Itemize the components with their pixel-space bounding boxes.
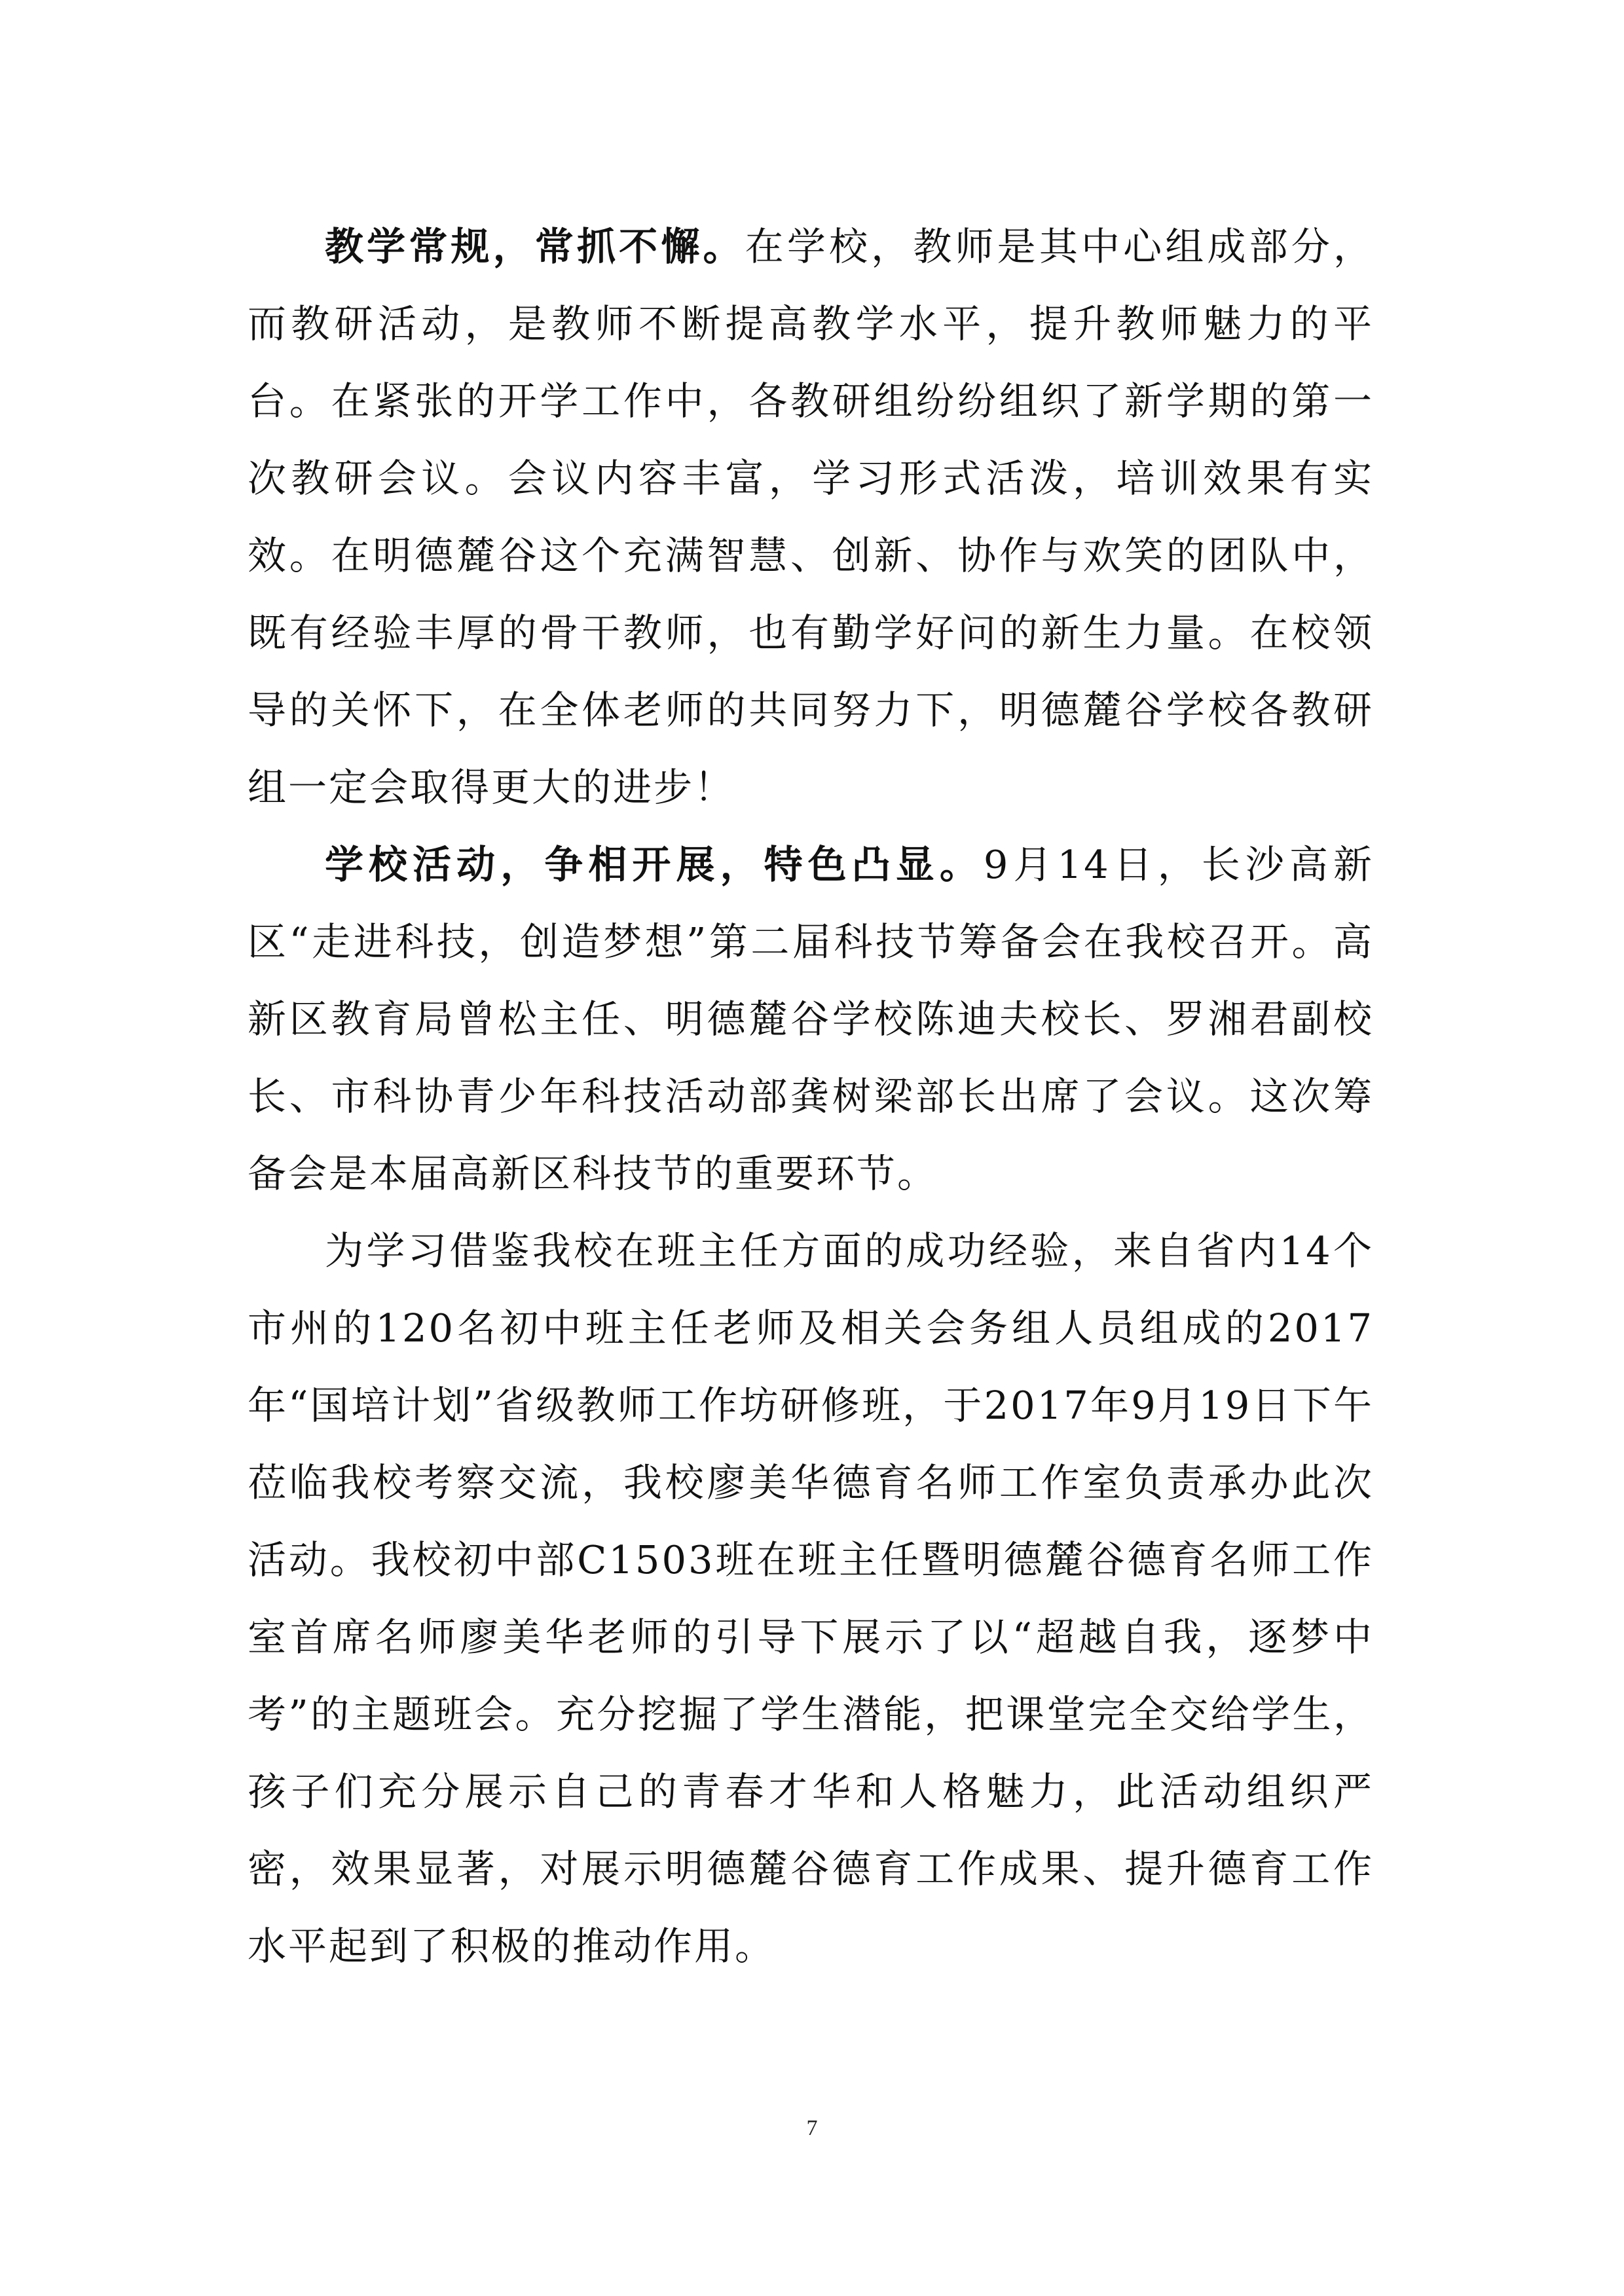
paragraph-school-activities [248,826,1374,1212]
paragraph-head-teacher-visit [248,1212,1374,1985]
paragraph-body: 在学校，教师是其中心组成部分，而教研活动，是教师不断提高教学水平，提升教师魅力的平台。在紧张的开学工作中，各教研组纷纷组织了新学期的第一次教研会议。会议内容丰富，学习形式活泼，培训效果有实效。在明德麓谷这个充满智慧、创新、协作与欢笑的团队中，既有经验丰厚的骨干教师，也有勤学好问的新生力量。在校领导的关怀下，在全体老师的共同努力下，明德麓谷学校各教研组一定会取得更大的进步！ [248,224,1374,810]
paragraph-teaching-routine [248,208,1374,826]
paragraph-body: 9月14日，长沙高新区“走进科技，创造梦想”第二届科技节筹备会在我校召开。高新区教育局曾松主任、明德麓谷学校陈迪夫校长、罗湘君副校长、市科协青少年科技活动部龚树梁部长出席了会议。这次筹备会是本届高新区科技节的重要环节。 [248,842,1374,1196]
body-text [248,208,1374,1985]
paragraph-lead: 学校活动，争相开展，特色凸显。 [325,842,984,887]
page-number: 7 [806,2116,818,2140]
paragraph-body: 为学习借鉴我校在班主任方面的成功经验，来自省内14个市州的120名初中班主任老师及相关会务组人员组成的2017年“国培计划”省级教师工作坊研修班，于2017年9月19日下午莅临我校考察交流，我校廖美华德育名师工作室负责承办此次活动。我校初中部C1503班在班主任暨明德麓谷德育名师工作室首席名师廖美华老师的引导下展示了以“超越自我，逐梦中考”的主题班会。充分挖掘了学生潜能，把课堂完全交给学生，孩子们充分展示自己的青春才华和人格魅力，此活动组织严密，效果显著，对展示明德麓谷德育工作成果、提升德育工作水平起到了积极的推动作用。 [248,1228,1374,1969]
paragraph-lead: 教学常规，常抓不懈。 [325,224,745,269]
